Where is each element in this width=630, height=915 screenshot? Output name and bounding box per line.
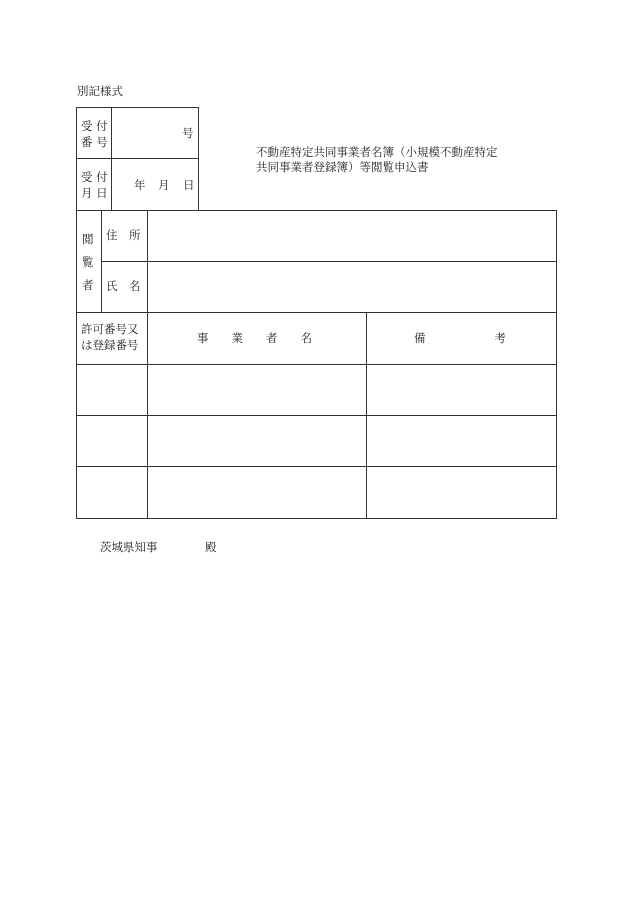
document-title-line-1: 不動産特定共同事業者名簿（小規模不動産特定 (256, 145, 498, 159)
addressee-name: 茨城県知事 (100, 540, 158, 554)
viewer-label-1: 閲 (82, 232, 94, 246)
col-permit-header-1: 許可番号又 (81, 322, 139, 336)
receipt-number-label-1: 受 付 (81, 119, 108, 133)
viewer-label-2: 覧 (82, 255, 94, 269)
row-2-business-cell[interactable] (152, 419, 362, 462)
row-3-business-cell[interactable] (152, 470, 362, 514)
receipt-date-label-2: 月 日 (81, 186, 108, 200)
document-title-line-2: 共同事業者登録簿）等閲覧申込書 (256, 160, 429, 174)
name-field[interactable] (152, 265, 552, 308)
receipt-date-month[interactable]: 月 (158, 178, 170, 192)
viewer-label-divider (101, 210, 102, 312)
name-label: 氏 名 (106, 279, 141, 293)
col-permit-header-2: は登録番号 (81, 338, 139, 352)
receipt-date-label-1: 受 付 (81, 170, 108, 184)
row-3-remarks-cell[interactable] (371, 470, 553, 514)
receipt-divider (76, 158, 199, 159)
row-1-remarks-cell[interactable] (371, 368, 553, 411)
col-remarks-header: 備 考 (414, 331, 506, 345)
column-divider-1 (147, 210, 148, 519)
row-line-header-top (76, 312, 557, 313)
address-label: 住 所 (106, 228, 141, 242)
row-1-permit-cell[interactable] (80, 368, 143, 411)
addressee-honorific: 殿 (205, 540, 217, 554)
row-line-viewer-mid (101, 261, 557, 262)
receipt-date-day[interactable]: 日 (183, 178, 195, 192)
receipt-number-field[interactable]: 号 (182, 126, 194, 140)
col-business-header: 事 業 者 名 (197, 331, 312, 345)
row-line-header-bottom (76, 364, 557, 365)
viewer-label-3: 者 (82, 278, 94, 292)
row-line-2 (76, 466, 557, 467)
receipt-date-year[interactable]: 年 (134, 178, 146, 192)
row-line-1 (76, 415, 557, 416)
form-label: 別記様式 (77, 84, 123, 98)
row-2-remarks-cell[interactable] (371, 419, 553, 462)
address-field[interactable] (152, 214, 552, 257)
receipt-label-divider (111, 107, 112, 211)
row-1-business-cell[interactable] (152, 368, 362, 411)
row-2-permit-cell[interactable] (80, 419, 143, 462)
receipt-number-label-2: 番 号 (81, 135, 108, 149)
column-divider-2 (366, 312, 367, 519)
row-3-permit-cell[interactable] (80, 470, 143, 514)
